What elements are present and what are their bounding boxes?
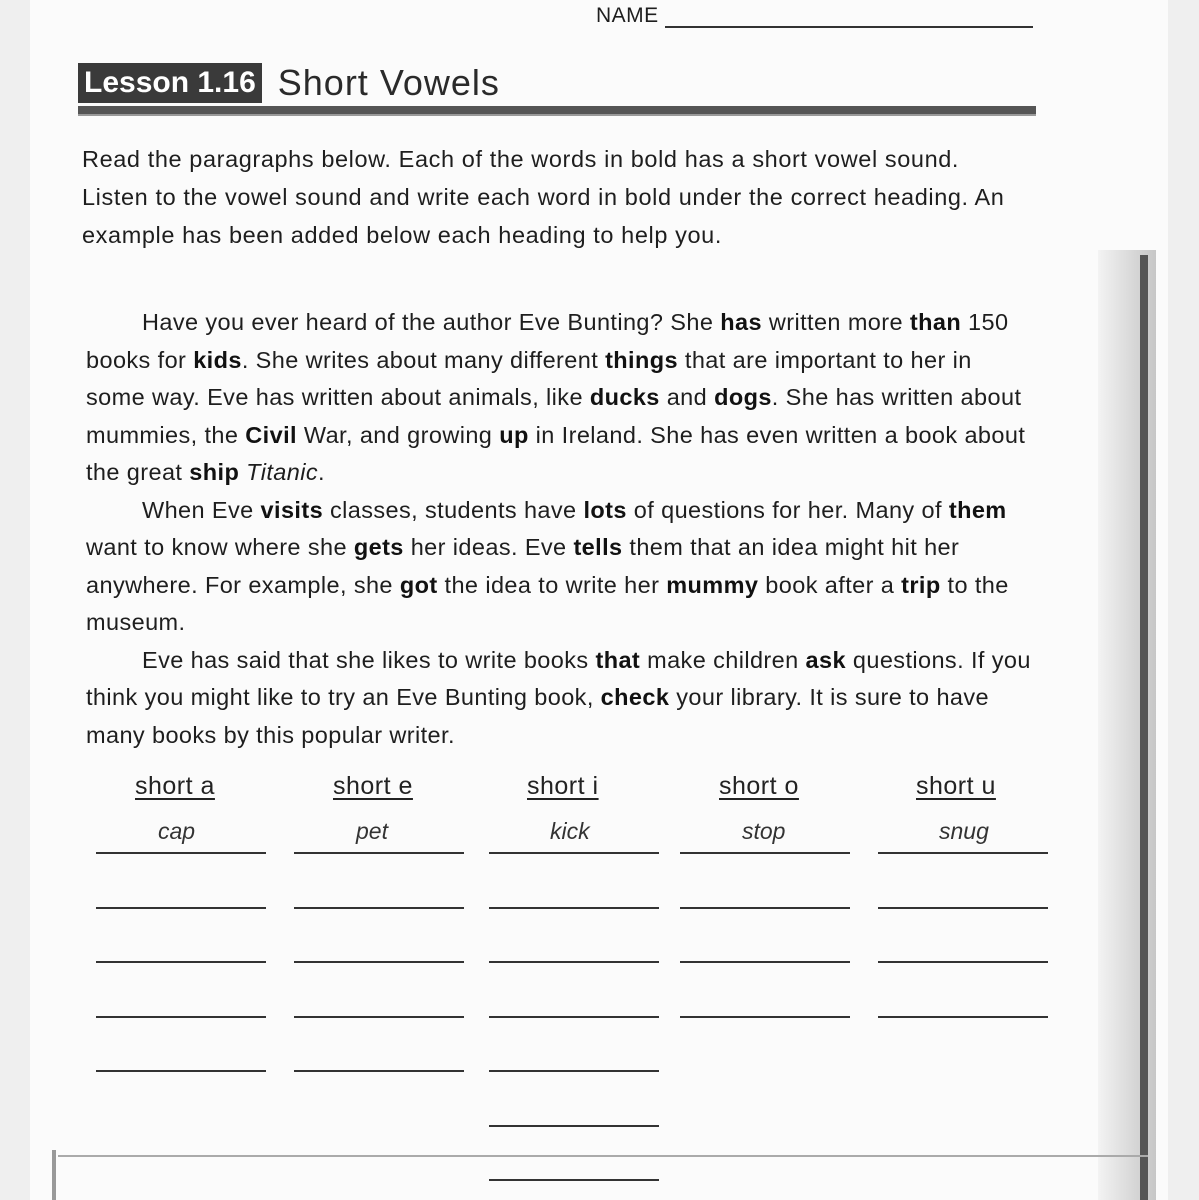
bold-word: that: [595, 646, 641, 673]
answer-line[interactable]: [878, 961, 1048, 963]
bold-word: got: [399, 571, 438, 598]
example-line: [489, 852, 659, 854]
story-text-run: them that an idea might hit her anywhere. For example, she: [86, 534, 960, 598]
lesson-badge: Lesson 1.16: [78, 63, 262, 103]
name-field: [596, 4, 1033, 28]
lesson-title: Short Vowels: [277, 62, 500, 103]
answer-line[interactable]: [878, 907, 1048, 909]
column-heading: short a: [135, 772, 215, 800]
bold-word: things: [605, 346, 678, 373]
bold-word: trip: [901, 571, 941, 598]
story-text-run: want to know where she: [86, 534, 354, 560]
story-text-run: questions. If you think you might like to try an Eve Bunting book,: [86, 646, 1031, 710]
example-line: [680, 852, 850, 854]
answer-line[interactable]: [680, 961, 850, 963]
story-text-run: .: [317, 459, 325, 485]
story-text-run: classes, students have: [323, 496, 584, 523]
story-text-run: and: [659, 384, 715, 410]
bold-word: kids: [193, 346, 242, 373]
example-line: [96, 852, 266, 854]
example-word: cap: [158, 818, 196, 844]
bold-word: Civil: [245, 421, 297, 448]
story-text-run: . She writes about many different: [241, 346, 606, 373]
example-word: snug: [939, 818, 989, 844]
story-text-run: your library. It is sure to have many books by this popular writer.: [86, 684, 989, 748]
answer-line[interactable]: [489, 1179, 659, 1181]
bold-word: tells: [573, 534, 623, 560]
answer-line[interactable]: [96, 1016, 266, 1018]
answer-line[interactable]: [96, 1070, 266, 1072]
bold-word: has: [720, 309, 762, 335]
answer-line[interactable]: [489, 961, 659, 963]
bold-word: mummy: [666, 571, 759, 598]
story-text-run: Have you ever heard of the author Eve Bunting? She: [142, 309, 721, 335]
answer-line[interactable]: [294, 907, 464, 909]
story-text-run: make children: [640, 646, 806, 673]
answer-line[interactable]: [489, 1070, 659, 1072]
story-text-run: that are important to her in some way. Eve has written about animals, like: [86, 346, 972, 410]
answer-line[interactable]: [878, 1016, 1048, 1018]
bold-word: visits: [260, 496, 324, 523]
bold-word: than: [909, 309, 962, 335]
bold-word: them: [948, 496, 1007, 523]
answer-line[interactable]: [489, 1016, 659, 1018]
example-word: pet: [356, 818, 388, 844]
title-divider: [78, 106, 1036, 116]
story-text: [86, 304, 1036, 754]
name-label: NAME: [596, 4, 659, 27]
bold-word: gets: [353, 534, 404, 560]
story-paragraph: [86, 304, 1036, 492]
lesson-header: [78, 62, 500, 104]
answer-line[interactable]: [489, 907, 659, 909]
story-text-run: Eve has said that she likes to write books: [142, 646, 596, 673]
instructions-paragraph: Read the paragraphs below. Each of the words in bold has a short vowel sound. Listen to the vowel sound and write each word in bold under the correct heading. An example has been added below each heading to help you.: [82, 146, 1005, 248]
bold-word: ask: [805, 646, 846, 673]
story-paragraph: [86, 492, 1036, 642]
story-text-run: in Ireland. She has even written a book about the great: [86, 421, 1026, 485]
bold-word: lots: [583, 496, 627, 523]
answer-line[interactable]: [294, 1070, 464, 1072]
bold-word: check: [600, 684, 670, 710]
answer-line[interactable]: [489, 1125, 659, 1127]
page-fold-mark: [52, 1150, 56, 1200]
example-line: [878, 852, 1048, 854]
bold-word: up: [499, 421, 529, 448]
page-edge-binding: [1140, 255, 1148, 1200]
answer-line[interactable]: [680, 907, 850, 909]
name-blank-line[interactable]: [665, 8, 1033, 28]
story-text-run: of questions for her. Many of: [626, 496, 949, 523]
story-text-run: to the museum.: [86, 571, 1009, 635]
story-text-run: book after a: [758, 571, 902, 598]
column-heading: short o: [719, 772, 799, 800]
bold-word: ship: [189, 459, 240, 485]
example-word: stop: [742, 818, 786, 844]
story-paragraph: [86, 642, 1036, 755]
bold-word: ducks: [589, 384, 660, 410]
story-text-run: the idea to write her: [437, 571, 667, 598]
answer-line[interactable]: [680, 1016, 850, 1018]
example-word: kick: [550, 818, 590, 844]
answer-line[interactable]: [96, 907, 266, 909]
story-text-run: her ideas. Eve: [403, 534, 574, 560]
answer-line[interactable]: [294, 961, 464, 963]
page-bottom-border: [58, 1155, 1148, 1157]
italic-title: Titanic: [246, 459, 318, 485]
example-line: [294, 852, 464, 854]
story-text-run: War, and growing: [296, 421, 500, 448]
column-heading: short e: [333, 772, 413, 800]
column-heading: short u: [916, 772, 996, 800]
column-heading: short i: [527, 772, 599, 800]
story-text-run: When Eve: [142, 496, 261, 523]
story-text-run: 150 books for: [86, 309, 1009, 373]
bold-word: dogs: [714, 384, 772, 410]
story-text-run: . She has written about mummies, the: [86, 384, 1022, 448]
story-text-run: written more: [761, 309, 910, 335]
answer-line[interactable]: [96, 961, 266, 963]
answer-line[interactable]: [294, 1016, 464, 1018]
